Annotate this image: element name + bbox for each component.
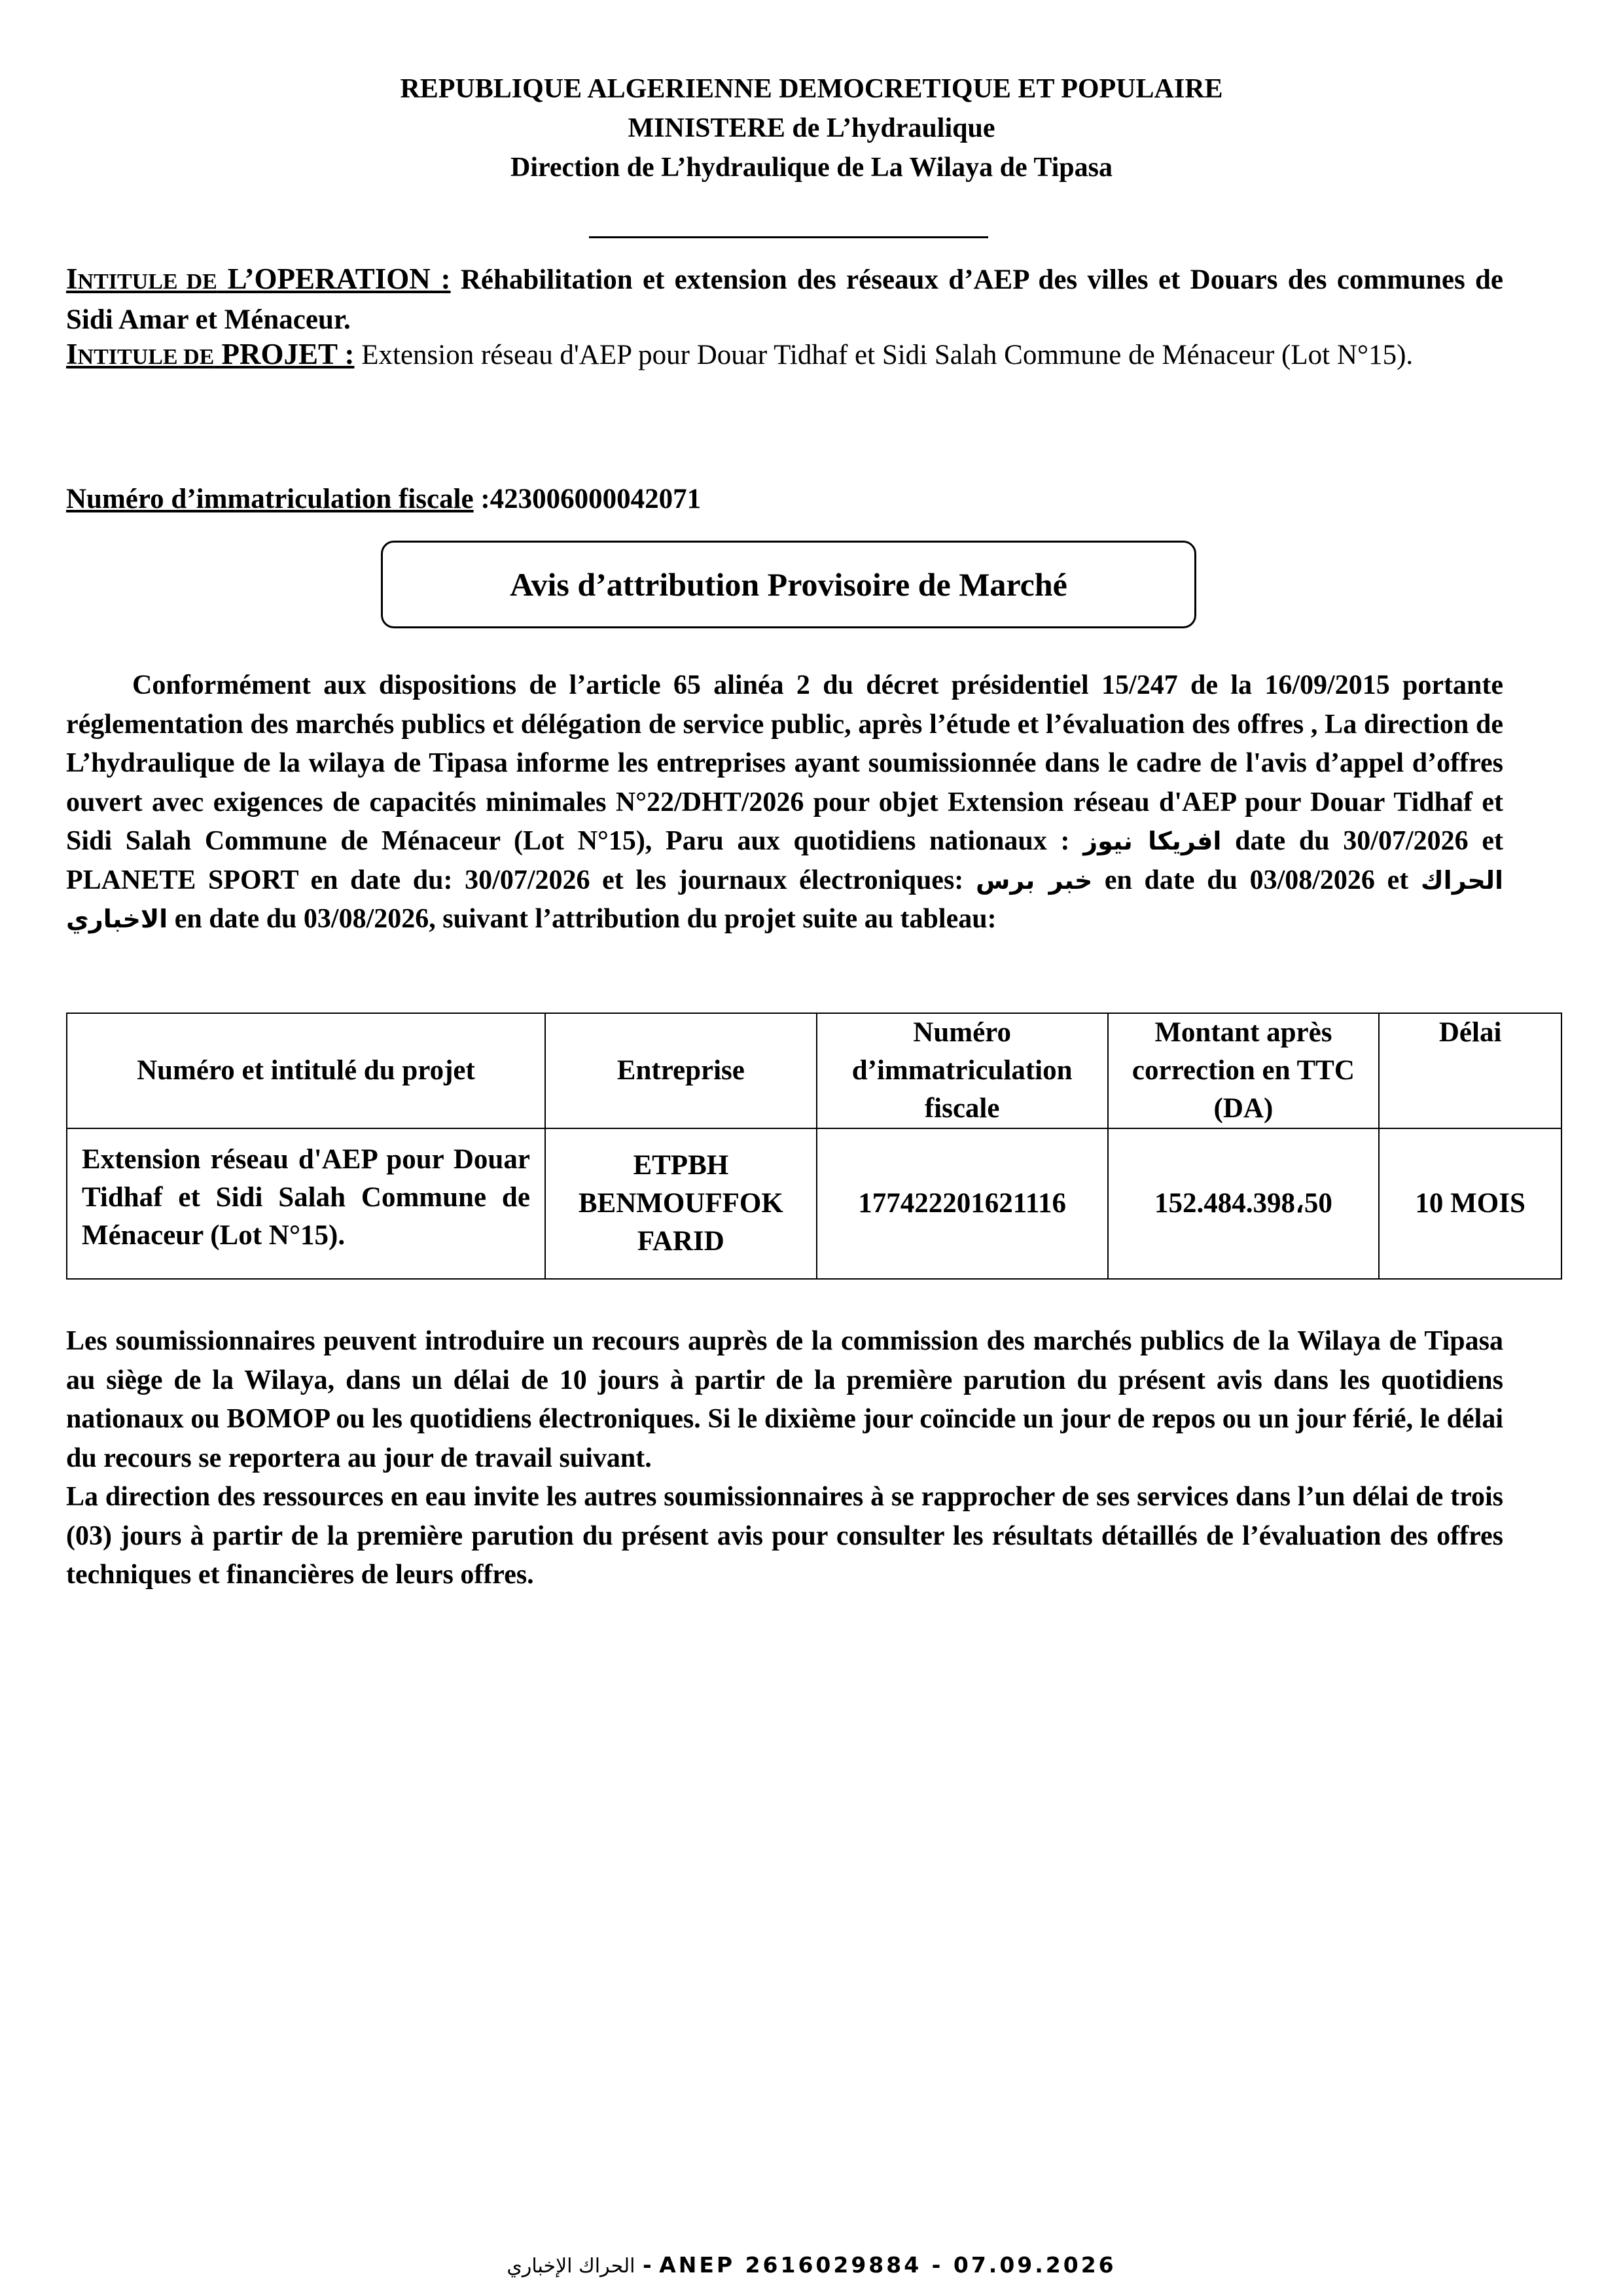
document-header: [0, 69, 1623, 187]
footer-separator: -: [635, 2252, 660, 2278]
header-ministry: MINISTERE de L’hydraulique: [628, 113, 995, 143]
publication-footer: [0, 2252, 1623, 2278]
table-cell-delay: 10 MOIS: [1379, 1128, 1561, 1279]
consultation-paragraph: La direction des ressources en eau invite les autres soumissionnaires à se rapprocher de ses services dans l’un délai de trois (03) jours à partir de la première parution du présent avis pour consulter les résultats détaillés de l’évaluation des offres techniques et financières de leurs offres.: [66, 1482, 1503, 1590]
recours-section: [66, 1322, 1503, 1595]
project-title: [66, 335, 1503, 376]
notice-title: Avis d’attribution Provisoire de Marché: [510, 566, 1067, 603]
body-text-2: date du 30/07/2026 et PLANETE SPORT en date du: 30/07/2026 et les journaux électroniques:: [66, 826, 1504, 895]
table-cell-fiscal: 177422201621116: [817, 1128, 1108, 1279]
fiscal-number-line: [66, 480, 1503, 518]
operation-label: INTITULE DE L’OPERATION :: [66, 262, 451, 295]
header-direction: Direction de L’hydraulique de La Wilaya de Tipasa: [510, 152, 1113, 183]
notice-title-box: [381, 541, 1196, 628]
footer-anep-reference: ANEP 2616029884 - 07.09.2026: [659, 2252, 1116, 2278]
newspaper-khabar-press: خبر برس: [975, 865, 1093, 895]
table-cell-company: ETPBH BENMOUFFOK FARID: [545, 1128, 817, 1279]
table-cell-amount: 152.484.398،50: [1108, 1128, 1380, 1279]
header-divider: [589, 236, 988, 238]
attribution-table: [66, 1013, 1562, 1280]
table-cell-project: Extension réseau d'AEP pour Douar Tidhaf et Sidi Salah Commune de Ménaceur (Lot N°15).: [67, 1128, 545, 1279]
table-row: [67, 1128, 1561, 1279]
operation-text: Réhabilitation et extension des réseaux d’AEP des villes et Douars des communes de Sidi Amar et Ménaceur.: [66, 264, 1503, 335]
footer-newspaper: الحراك الإخباري: [507, 2255, 635, 2278]
operation-title: [66, 260, 1503, 339]
table-header-fiscal: Numéro d’immatriculation fiscale: [817, 1013, 1108, 1128]
body-text-3: en date du 03/08/2026 et: [1092, 865, 1421, 895]
attribution-paragraph: [66, 666, 1503, 939]
body-text-1: Conformément aux dispositions de l’article 65 alinéa 2 du décret présidentiel 15/247 de la 16/09/2015 portante réglementation des marchés publics et délégation de service public, après l’étude et l’évaluation des offres , La direction de L’hydraulique de la wilaya de Tipasa informe les entreprises ayant soumissionnée dans le cadre de l'avis d’appel d’offres ouvert avec exigences de capacités minimales N°22/DHT/2026 pour objet Extension réseau d'AEP pour Douar Tidhaf et Sidi Salah Commune de Ménaceur (Lot N°15), Paru aux quotidiens nationaux :: [66, 670, 1503, 856]
body-text-4: en date du 03/08/2026, suivant l’attribution du projet suite au tableau:: [168, 904, 997, 934]
project-label: INTITULE DE PROJET :: [66, 338, 355, 370]
fiscal-number-value: :423006000042071: [473, 484, 702, 514]
newspaper-elhirak: الحراك الاخباري: [66, 865, 1504, 933]
table-header-row: [67, 1013, 1561, 1128]
table-header-project: Numéro et intitulé du projet: [67, 1013, 545, 1128]
fiscal-number-label: Numéro d’immatriculation fiscale: [66, 484, 474, 514]
recours-paragraph: Les soumissionnaires peuvent introduire un recours auprès de la commission des marchés publics de la Wilaya de Tipasa au siège de la Wilaya, dans un délai de 10 jours à partir de la première parution du présent avis dans les quotidiens nationaux ou BOMOP ou les quotidiens électroniques. Si le dixième jour coïncide un jour de repos ou un jour férié, le délai du recours se reportera au jour de travail suivant.: [66, 1326, 1503, 1473]
newspaper-afrika-news: افريكا نيوز: [1083, 827, 1222, 855]
table-header-delay: Délai: [1379, 1013, 1561, 1128]
table-header-amount: Montant après correction en TTC (DA): [1108, 1013, 1380, 1128]
header-republic: REPUBLIQUE ALGERIENNE DEMOCRETIQUE ET POPULAIRE: [400, 74, 1223, 104]
table-header-company: Entreprise: [545, 1013, 817, 1128]
project-text: Extension réseau d'AEP pour Douar Tidhaf et Sidi Salah Commune de Ménaceur (Lot N°15).: [354, 340, 1414, 370]
